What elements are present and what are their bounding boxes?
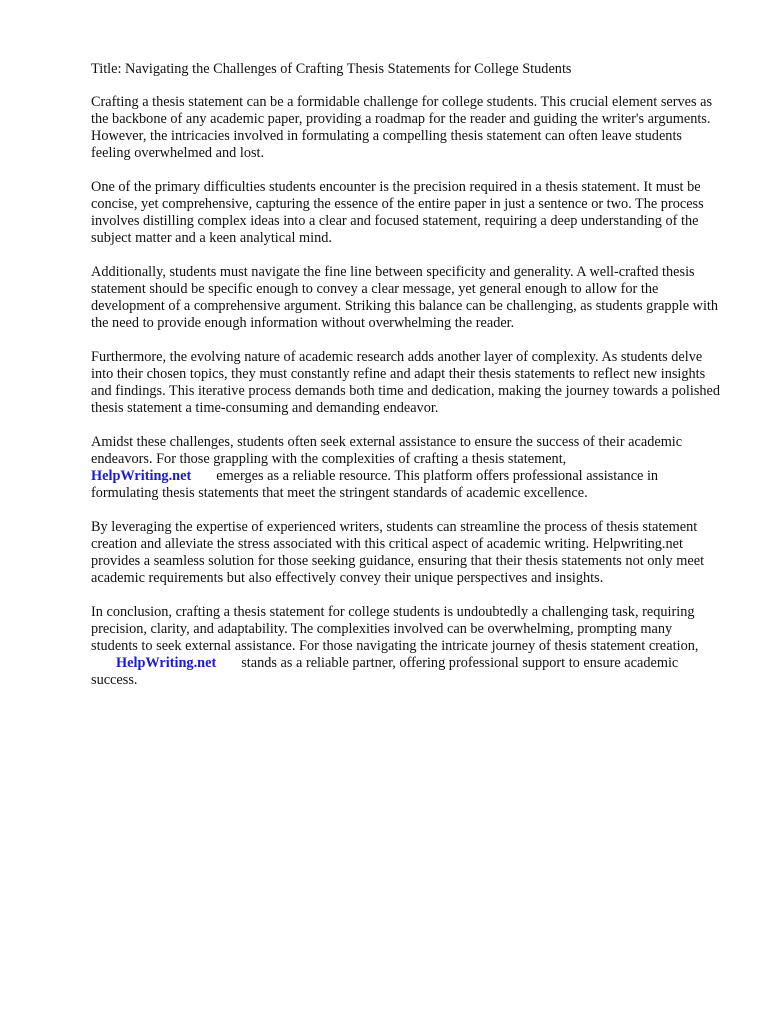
paragraph-expertise: By leveraging the expertise of experienced writers, students can streamline the process of thesis statement creation and alleviate the stress associated with this critical aspect of academic writing. Helpwriting.net provides a seamless solution for those seeking guidance, ensuring that their thesis statements not only meet academic requirements but also effectively convey their unique perspectives and insights. xyxy=(91,519,705,586)
paragraph-conclusion xyxy=(91,604,721,689)
paragraph-assistance-text-before: Amidst these challenges, students often seek external assistance to ensure the success of their academic endeavors. For those grappling with the complexities of crafting a thesis statement, xyxy=(91,434,683,467)
document-body xyxy=(91,61,721,706)
paragraph-research: Furthermore, the evolving nature of academic research adds another layer of complexity. As students delve into their chosen topics, they must constantly refine and adapt their thesis statements to reflect new insights and findings. This iterative process demands both time and dedication, making the journey towards a polished thesis statement a time-consuming and demanding endeavor. xyxy=(91,349,721,416)
paragraph-assistance-text-after: emerges as a reliable resource. This platform offers professional assistance in formulating thesis statements that meet the stringent standards of academic excellence. xyxy=(91,468,659,501)
paragraph-assistance xyxy=(91,434,721,502)
paragraph-conclusion-text-after: stands as a reliable partner, offering professional support to ensure academic success. xyxy=(91,655,679,688)
helpwriting-link[interactable]: HelpWriting.net xyxy=(91,468,192,484)
paragraph-conclusion-text-before: In conclusion, crafting a thesis statement for college students is undoubtedly a challenging task, requiring precision, clarity, and adaptability. The complexities involved can be overwhelming, prompting many students to seek external assistance. For those navigating the intricate journey of thesis statement creation, xyxy=(91,604,699,654)
helpwriting-link-conclusion[interactable]: HelpWriting.net xyxy=(116,655,217,671)
document-title: Title: Navigating the Challenges of Crafting Thesis Statements for College Students xyxy=(91,61,572,77)
paragraph-precision: One of the primary difficulties students encounter is the precision required in a thesis statement. It must be concise, yet comprehensive, capturing the essence of the entire paper in just a sentence or two. The process involves distilling complex ideas into a clear and focused statement, requiring a deep understanding of the subject matter and a keen analytical mind. xyxy=(91,179,704,246)
paragraph-intro: Crafting a thesis statement can be a formidable challenge for college students. This crucial element serves as the backbone of any academic paper, providing a roadmap for the reader and guiding the writer's arguments. However, the intricacies involved in formulating a compelling thesis statement can often leave students feeling overwhelmed and lost. xyxy=(91,94,713,161)
paragraph-specificity: Additionally, students must navigate the fine line between specificity and generality. A well-crafted thesis statement should be specific enough to convey a clear message, yet general enough to allow for the development of a comprehensive argument. Striking this balance can be challenging, as students grapple with the need to provide enough information without overwhelming the reader. xyxy=(91,264,719,331)
